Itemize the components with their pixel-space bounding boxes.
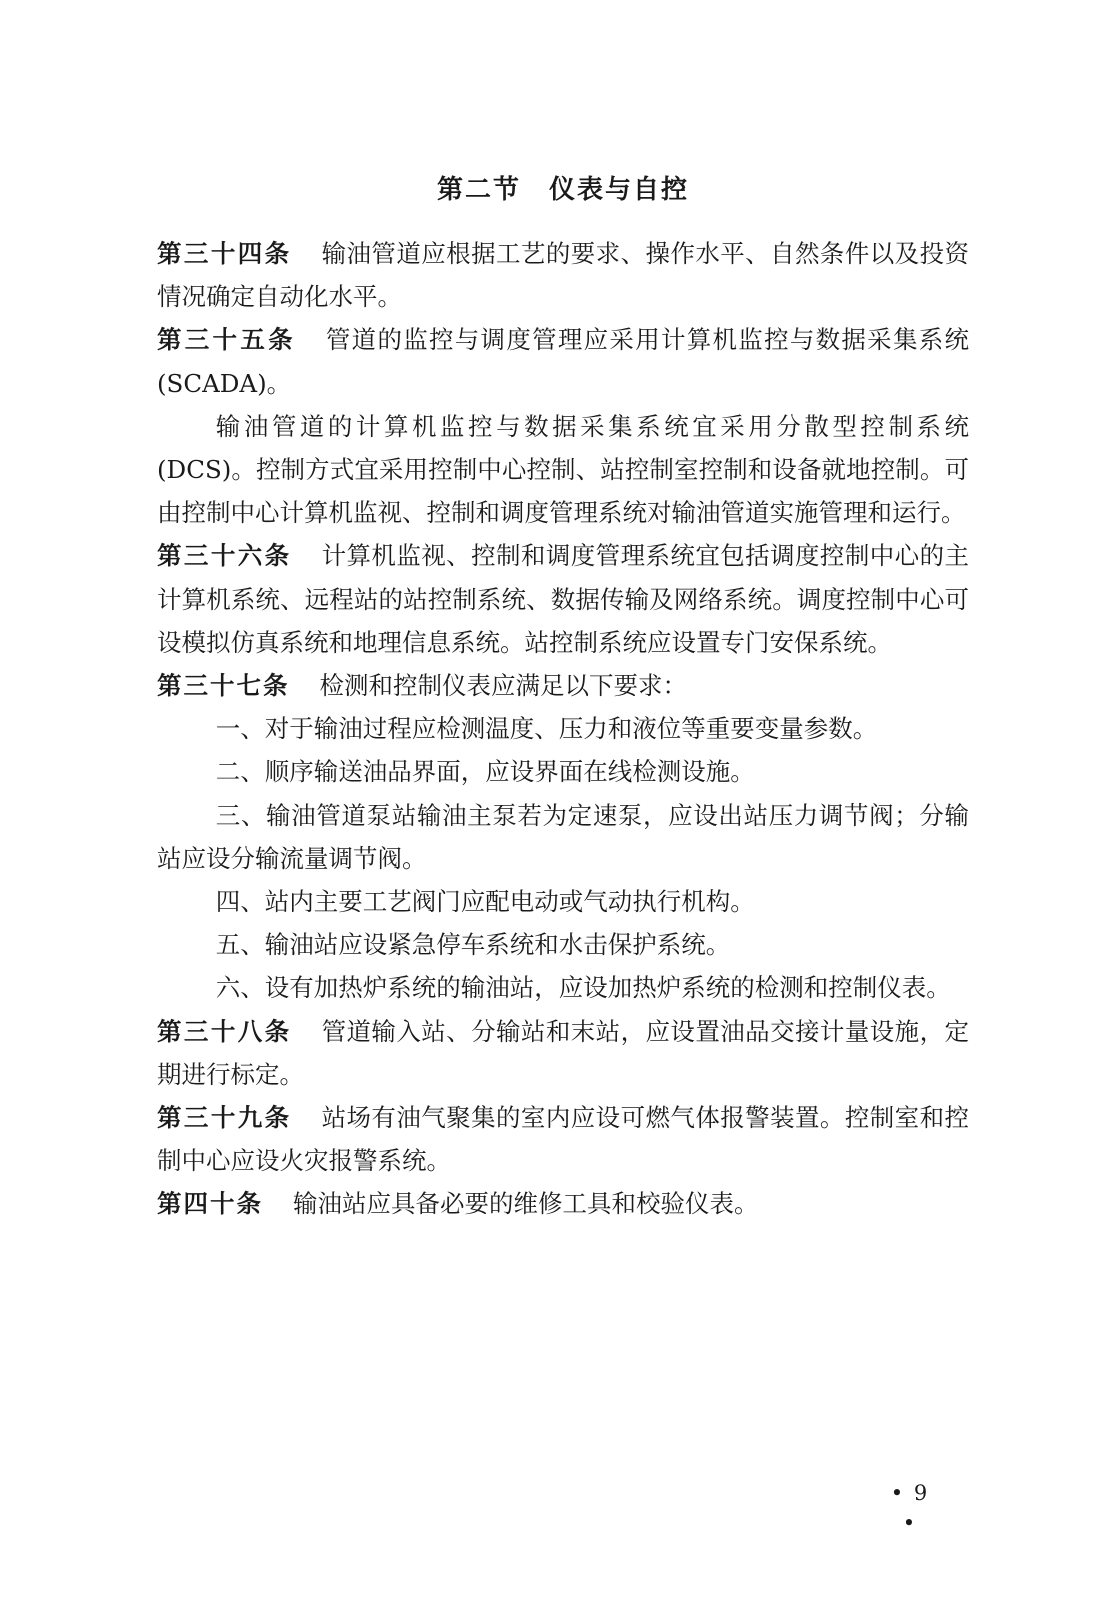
article-text: 计算机监视、控制和调度管理系统宜包括调度控制中心的主计算机系统、远程站的站控制系统、数据传输及网络系统。调度控制中心可设模拟仿真系统和地理信息系统。站控制系统应设置专门安保系统。 — [157, 541, 970, 657]
article-text: 输油管道应根据工艺的要求、操作水平、自然条件以及投资情况确定自动化水平。 — [157, 239, 970, 312]
article-34 — [157, 232, 969, 318]
article-text: 检测和控制仪表应满足以下要求： — [319, 671, 687, 701]
section-body — [157, 232, 969, 1226]
article-37-item-6: 六、设有加热炉系统的输油站，应设加热炉系统的检测和控制仪表。 — [215, 973, 951, 1003]
article-40 — [157, 1182, 969, 1225]
article-36 — [157, 534, 969, 664]
article-label: 第三十七条 — [157, 671, 290, 701]
article-text: 输油站应具备必要的维修工具和校验仪表。 — [293, 1189, 759, 1219]
article-text: 站场有油气聚集的室内应设可燃气体报警装置。控制室和控制中心应设火灾报警系统。 — [157, 1103, 970, 1176]
page-number: • 9 • — [890, 1481, 930, 1535]
article-text: 管道输入站、分输站和末站，应设置油品交接计量设施，定期进行标定。 — [157, 1016, 970, 1089]
article-label: 第四十条 — [157, 1189, 263, 1219]
article-37 — [157, 664, 969, 707]
article-label: 第三十四条 — [157, 239, 292, 268]
article-35-paragraph-2: 输油管道的计算机监控与数据采集系统宜采用分散型控制系统(DCS)。控制方式宜采用控制中心控制、站控制室控制和设备就地控制。可由控制中心计算机监视、控制和调度管理系统对输油管道实施管理和运行。 — [157, 411, 969, 528]
article-38 — [157, 1010, 969, 1096]
article-label: 第三十八条 — [157, 1016, 292, 1046]
article-39 — [157, 1096, 969, 1182]
section-title: 第二节 仪表与自控 — [436, 175, 689, 205]
article-label: 第三十六条 — [157, 541, 292, 571]
article-37-item-2: 二、顺序输送油品界面，应设界面在线检测设施。 — [215, 757, 755, 787]
article-text: 管道的监控与调度管理应采用计算机监控与数据采集系统(SCADA)。 — [157, 325, 970, 398]
article-label: 第三十九条 — [157, 1103, 292, 1133]
article-37-item-5: 五、输油站应设紧急停车系统和水击保护系统。 — [215, 930, 731, 960]
article-37-item-3: 三、输油管道泵站输油主泵若为定速泵，应设出站压力调节阀；分输站应设分输流量调节阀。 — [157, 800, 969, 873]
document-page — [157, 0, 969, 1600]
article-37-item-1: 一、对于输油过程应检测温度、压力和液位等重要变量参数。 — [215, 714, 878, 744]
article-37-item-4: 四、站内主要工艺阀门应配电动或气动执行机构。 — [215, 887, 755, 917]
article-label: 第三十五条 — [157, 325, 296, 355]
article-35 — [157, 318, 969, 404]
